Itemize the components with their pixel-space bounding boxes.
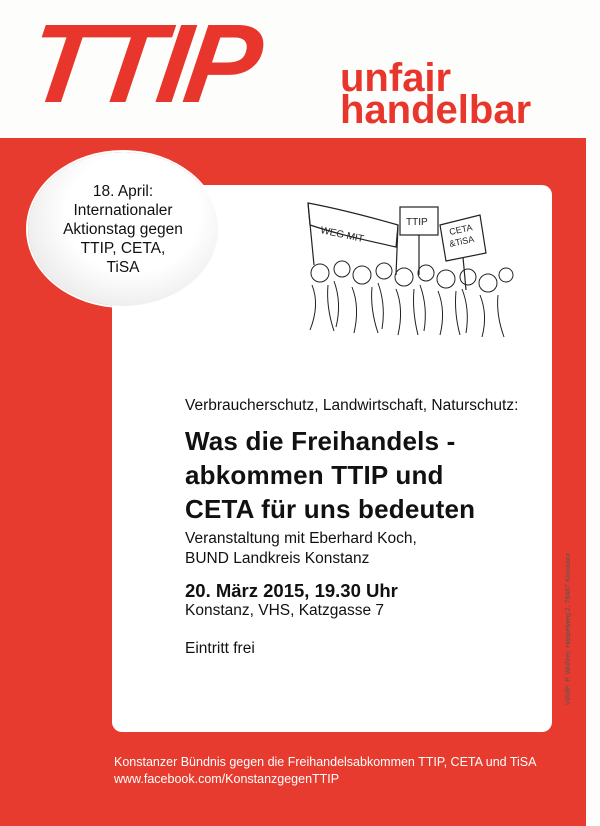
- imprint-visdp: ViSdP: P. Wuhrer, Haspelweg 2, 78467 Konstanz: [565, 552, 572, 705]
- footer-facebook-link[interactable]: www.facebook.com/KonstanzgegenTTIP: [114, 772, 340, 786]
- speaker-line: BUND Landkreis Konstanz: [185, 550, 370, 567]
- badge-line: TTIP, CETA,: [80, 239, 166, 257]
- event-entry-fee: Eintritt frei: [185, 640, 255, 657]
- logo-tagline-line1: unfair: [340, 56, 452, 100]
- footer-alliance: Konstanzer Bündnis gegen die Freihandelsabkommen TTIP, CETA und TiSA: [114, 755, 537, 769]
- speaker-line: Veranstaltung mit Eberhard Koch,: [185, 530, 417, 547]
- badge-line: Aktionstag gegen: [63, 220, 183, 238]
- logo-tagline-line2: handelbar: [340, 88, 532, 132]
- event-speaker: [185, 529, 417, 569]
- headline-line: Was die Freihandels -: [185, 426, 456, 456]
- protest-march-illustration: [300, 195, 516, 345]
- sign-text: WEG MIT: [319, 225, 365, 246]
- ttip-logo: TTIP: [21, 1, 266, 126]
- event-topics: Verbraucherschutz, Landwirtschaft, Naturschutz:: [185, 397, 519, 414]
- badge-line: Internationaler: [73, 201, 173, 219]
- badge-line: 18. April:: [92, 182, 154, 200]
- sign-text: TTIP: [406, 217, 428, 228]
- sign-text: &TiSA: [448, 233, 476, 249]
- event-datetime: 20. März 2015, 19.30 Uhr: [185, 580, 398, 601]
- sign-text: CETA: [448, 222, 474, 237]
- badge-line: TiSA: [106, 258, 140, 276]
- event-headline: [185, 424, 475, 526]
- headline-line: abkommen TTIP und: [185, 460, 444, 490]
- headline-line: CETA für uns bedeuten: [185, 494, 476, 524]
- action-day-badge: [28, 152, 218, 306]
- event-venue: Konstanz, VHS, Katzgasse 7: [185, 602, 385, 619]
